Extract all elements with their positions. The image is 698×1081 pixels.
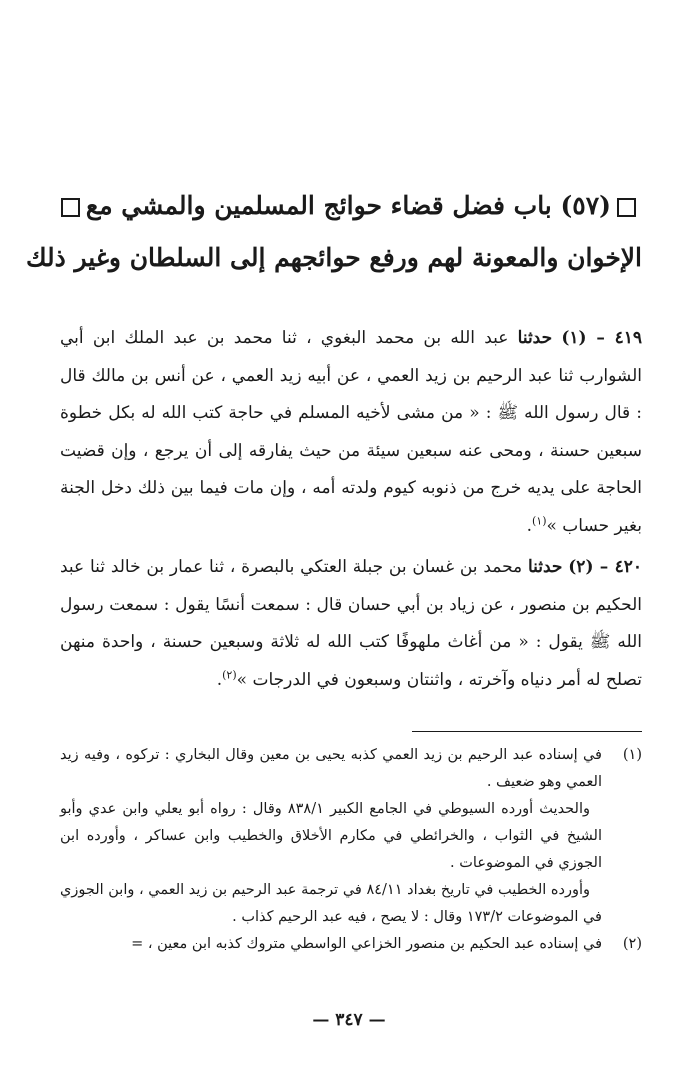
page-body [25, 180, 642, 958]
hadith-number: ٤١٩ – (١) [561, 328, 642, 348]
footnote-ref: (١) [531, 513, 547, 527]
chapter-title [25, 180, 642, 284]
square-marker-icon [61, 198, 80, 217]
chapter-title-line-1 [60, 180, 642, 232]
footnote-1 [60, 742, 642, 796]
page-number: — ٣٤٧ — [312, 1010, 386, 1030]
hadith-420 [60, 549, 642, 699]
footnote-text: في إسناده عبد الرحيم بن زيد العمي كذبه يحيى بن معين وقال البخاري : تركوه ، وفيه زيد العمي وهو ضعيف . [60, 747, 602, 790]
hadith-number: ٤٢٠ – (٢) [568, 557, 642, 577]
footnote-ref: (٢) [222, 667, 237, 681]
footnote-1-paragraph-3: وأورده الخطيب في تاريخ بغداد ٨٤/١١ في ترجمة عبد الرحيم بن زيد العمي ، وابن الجوزي في الموضوعات ١٧٣/٢ وقال : لا يصح ، فيه عبد الرحيم كذاب . [60, 882, 602, 925]
hadith-419 [60, 320, 642, 545]
footnote-number: (٢) [622, 936, 642, 952]
square-marker-icon [617, 198, 636, 217]
hadith-end: . [216, 669, 223, 690]
chapter-title-line-2: الإخوان والمعونة لهم ورفع حوائجهم إلى السلطان وغير ذلك [25, 243, 642, 272]
haddathana-word: حدثنا [517, 328, 553, 348]
footnote-text: في إسناده عبد الحكيم بن منصور الخزاعي الواسطي متروك كذبه ابن معين ، = [131, 936, 602, 952]
haddathana-word: حدثنا [527, 557, 563, 577]
hadith-text: محمد بن غسان بن جبلة العتكي بالبصرة ، ثنا عمار بن خالد ثنا عبد الحكيم بن منصور ، عن زياد بن أبي حسان قال : سمعت أنسًا يقول : سمعت رسول الله ﷺ يقول : « من أغاث ملهوفًا كتب الله له ثلاثة وسبعين حسنة ، واحدة منهن تصلح له أمر دنياه وآخرته ، واثنتان وسبعون في الدرجات » [60, 557, 642, 690]
footnote-2 [60, 931, 642, 958]
chapter-title-text-1: (٥٧) باب فضل قضاء حوائج المسلمين والمشي مع [85, 191, 611, 220]
footnote-separator [412, 731, 642, 732]
hadith-text: عبد الله بن محمد البغوي ، ثنا محمد بن عبد الملك ابن أبي الشوارب ثنا عبد الرحيم بن زيد العمي ، عن أبيه زيد العمي ، عن أنس بن مالك قال : قال رسول الله ﷺ : « من مشى لأخيه المسلم في حاجة كتب الله له بكل خطوة سبعين حسنة ، ومحى عنه سبعين سيئة من حيث يفارقه إلى أن يرجع ، وإن قضيت الحاجة على يديه خرج من ذنوبه كيوم ولدته أمه ، وإن مات فيما بين ذلك دخل الجنة بغير حساب » [60, 328, 642, 536]
footnote-1-paragraph-2: والحديث أورده السيوطي في الجامع الكبير ٨٣٨/١ وقال : رواه أبو يعلي وابن عدي وأبو الشيخ في الثواب ، والخرائطي في مكارم الأخلاق والخطيب وابن عساكر ، وأورده ابن الجوزي في الموضوعات . [60, 801, 602, 871]
hadith-end: . [526, 515, 532, 536]
footnote-number: (١) [622, 747, 642, 763]
footnotes [60, 742, 642, 958]
